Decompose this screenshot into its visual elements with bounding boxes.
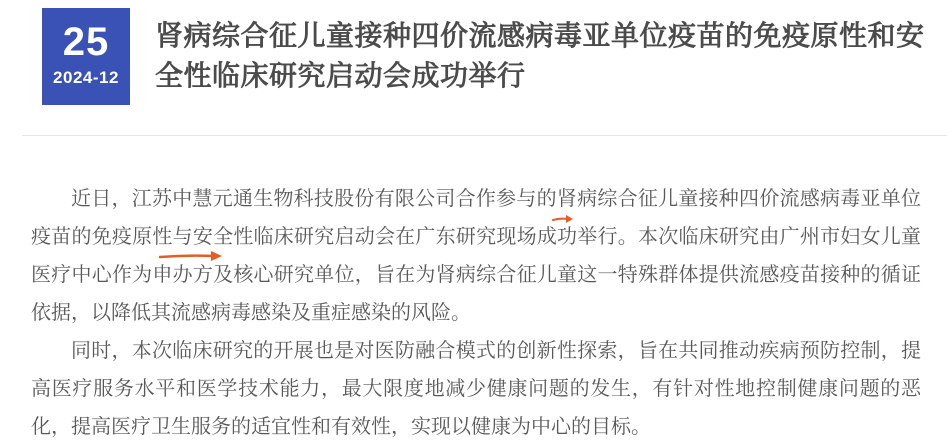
article-title: 肾病综合征儿童接种四价流感病毒亚单位疫苗的免疫原性和安全性临床研究启动会成功举行 xyxy=(155,20,925,91)
article-body xyxy=(31,180,921,445)
article-paragraph-2: 同时，本次临床研究的开展也是对医防融合模式的创新性探索，旨在共同推动疾病预防控制，提高医疗服务水平和医学技术能力，最大限度地减少健康问题的发生，有针对性地控制健康问题的恶化，提高医疗卫生服务的适宜性和有效性，实现以健康为中心的目标。 xyxy=(31,340,921,438)
date-year-month: 2024-12 xyxy=(53,68,119,87)
header-divider xyxy=(22,135,947,136)
article-header xyxy=(42,8,937,105)
date-day: 25 xyxy=(62,20,110,64)
article-paragraph-1: 近日，江苏中慧元通生物科技股份有限公司合作参与的肾病综合征儿童接种四价流感病毒亚单位疫苗的免疫原性与安全性临床研究启动会在广东研究现场成功举行。本次临床研究由广州市妇女儿童医疗中心作为申办方及核心研究单位，旨在为肾病综合征儿童这一特殊群体提供流感疫苗接种的循证依据，以降低其流感病毒感染及重症感染的风险。 xyxy=(31,188,921,324)
date-badge xyxy=(42,8,130,105)
